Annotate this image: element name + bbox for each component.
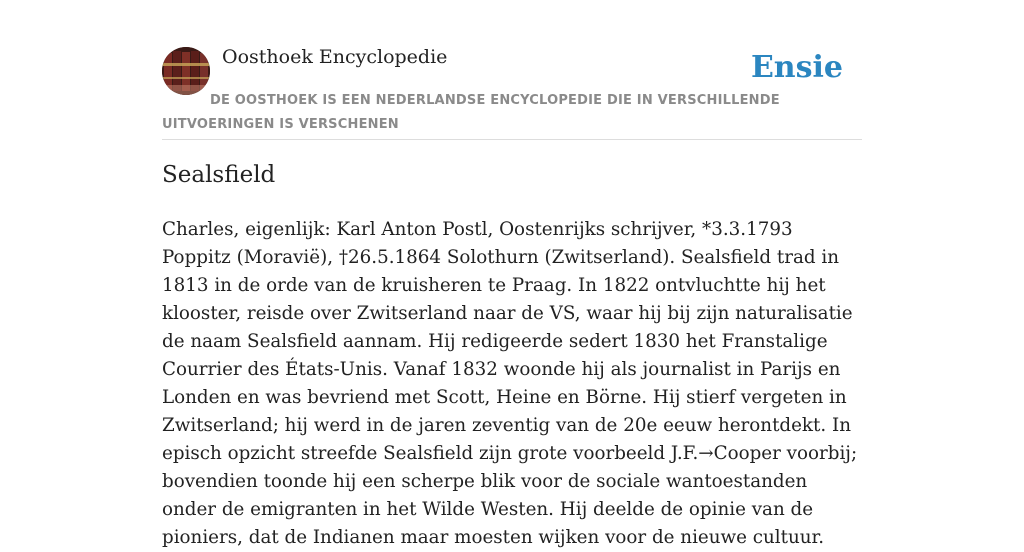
article-title: Sealsfield xyxy=(162,162,276,188)
books-avatar-icon[interactable] xyxy=(162,47,210,95)
header-divider xyxy=(162,139,862,140)
article-body: Charles, eigenlijk: Karl Anton Postl, Oostenrijks schrijver, *3.3.1793 Poppitz (Moravië), †26.5.1864 Solothurn (Zwitserland). Sealsfield trad in 1813 in de orde van de kruisheren te Praag. In 1822 ontvluchtte hij het klooster, reisde over Zwitserland naar de VS, waar hij bij zijn naturalisatie de naam Sealsfield aannam. Hij redigeerde sedert 1830 het Franstalige Courrier des États-Unis. Vanaf 1832 woonde hij als journalist in Parijs en Londen en was bevriend met Scott, Heine en Börne. Hij stierf vergeten in Zwitserland; hij werd in de jaren zeventig van de 20e eeuw herontdekt. In episch opzicht streefde Sealsfield zijn grote voorbeeld J.F.→Cooper voorbij; bovendien toonde hij een scherpe blik voor de sociale wantoestanden onder de emigranten in het Wilde Westen. Hij deelde de opinie van de pioniers, dat de Indianen maar moesten wijken voor de nieuwe cultuur. xyxy=(162,219,858,548)
site-name[interactable]: Oosthoek Encyclopedie xyxy=(222,46,448,68)
site-tagline: DE OOSTHOEK IS EEN NEDERLANDSE ENCYCLOPEDIE DIE IN VERSCHILLENDE UITVOERINGEN IS VERSCHENEN xyxy=(162,93,780,132)
brand-logo[interactable]: Ensie xyxy=(750,50,843,85)
